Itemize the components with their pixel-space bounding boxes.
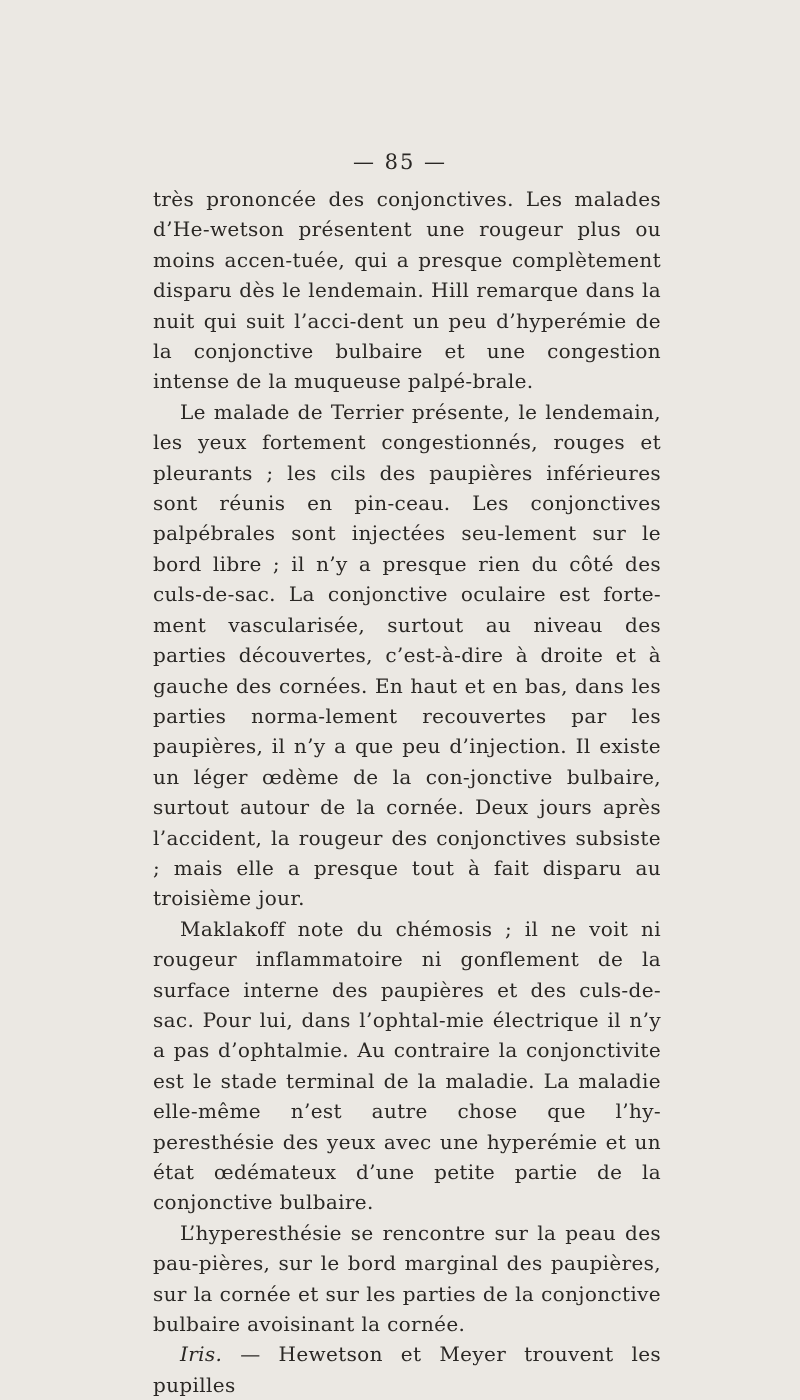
- paragraph-5-text: — Hewetson et Meyer trouvent les pupilles: [153, 1342, 661, 1397]
- section-heading-iris: Iris.: [180, 1342, 223, 1367]
- paragraph-5: [153, 1339, 661, 1400]
- paragraph-4: L’hyperesthésie se rencontre sur la peau des pau-pières, sur le bord marginal des paupières, sur la cornée et sur les parties de la conjonctive bulbaire avoisinant la cornée.: [153, 1220, 661, 1337]
- page-number: — 85 —: [352, 150, 448, 174]
- paragraph-2: Le malade de Terrier présente, le lendemain, les yeux fortement congestionnés, rouges et pleurants ; les cils des paupières inférieures sont réunis en pin-ceau. Les conjonctives palpébrales sont injectées seu-lement sur le bord libre ; il n’y a presque rien du côté des culs-de-sac. La conjonctive oculaire est forte-ment vascularisée, surtout au niveau des parties découvertes, c’est-à-dire à droite et à gauche des cornées. En haut et en bas, dans les parties norma-lement recouvertes par les paupières, il n’y a que peu d’injection. Il existe un léger œdème de la con-jonctive bulbaire, surtout autour de la cornée. Deux jours après l’accident, la rougeur des conjonctives subsiste ; mais elle a presque tout à fait disparu au troisième jour.: [153, 399, 661, 911]
- paragraph-3: Maklakoff note du chémosis ; il ne voit ni rougeur inflammatoire ni gonflement de la surface interne des paupières et des culs-de-sac. Pour lui, dans l’ophtal-mie électrique il n’y a pas d’ophtalmie. Au contraire la conjonctivite est le stade terminal de la maladie. La maladie elle-même n’est autre chose que l’hy-peresthésie des yeux avec une hyperémie et un état œdémateux d’une petite partie de la conjonctive bulbaire.: [153, 916, 661, 1215]
- paragraph-1: très prononcée des conjonctives. Les malades d’He-wetson présentent une rougeur plus ou moins accen-tuée, qui a presque complètement disparu dès le lendemain. Hill remarque dans la nuit qui suit l’acci-dent un peu d’hyperémie de la conjonctive bulbaire et une congestion intense de la muqueuse palpé-brale.: [153, 187, 661, 394]
- body-text: [153, 184, 661, 1400]
